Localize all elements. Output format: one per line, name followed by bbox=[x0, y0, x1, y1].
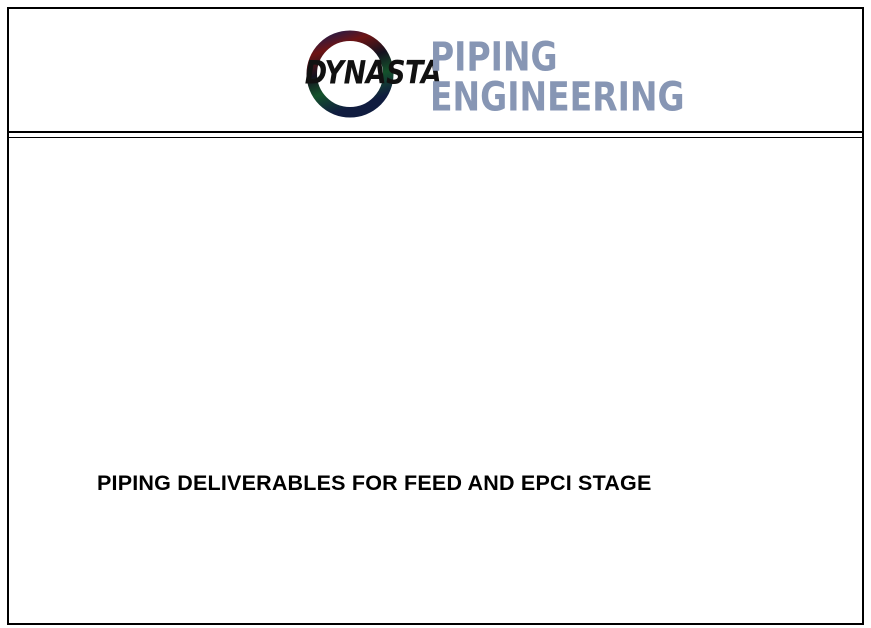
logo-text bbox=[430, 33, 685, 120]
logo-text-line-2: ENGINEERING bbox=[430, 72, 685, 120]
logo-wordmark: DYNASTA bbox=[304, 55, 442, 92]
document-body bbox=[9, 138, 862, 623]
document-header bbox=[9, 9, 862, 131]
header-rule-thick bbox=[9, 131, 862, 133]
page-title: PIPING DELIVERABLES FOR FEED AND EPCI STAGE bbox=[97, 471, 652, 495]
document-page bbox=[7, 7, 864, 625]
company-logo bbox=[298, 27, 685, 121]
logo-text-line-1: PIPING bbox=[430, 33, 558, 81]
